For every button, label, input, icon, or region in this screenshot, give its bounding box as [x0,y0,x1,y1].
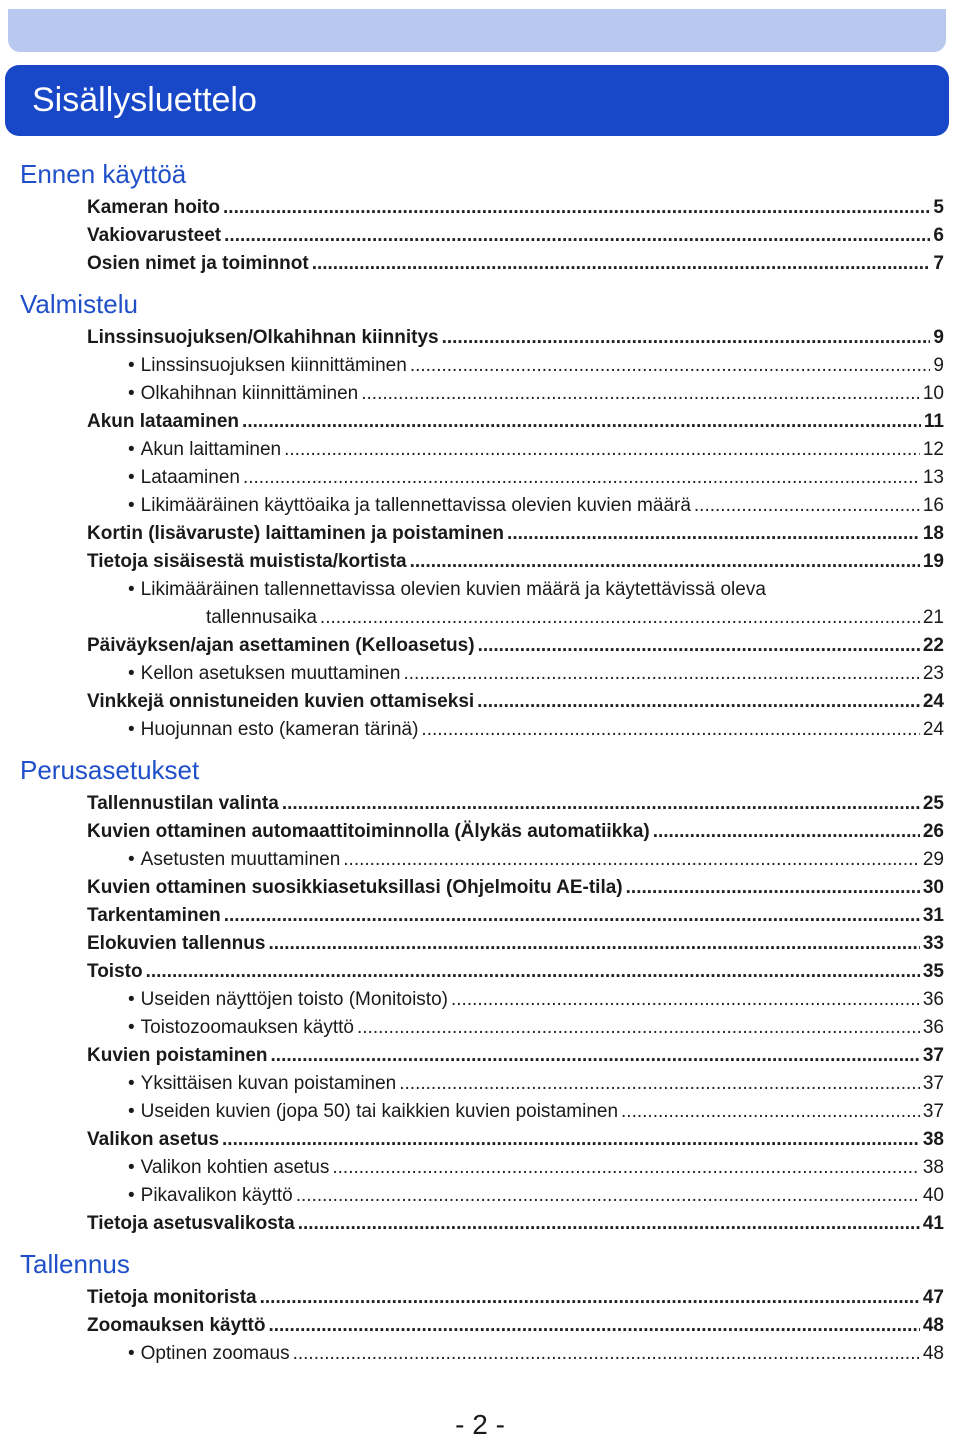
toc-subentry[interactable] [128,716,960,744]
toc-entry-label: Kellon asetuksen muuttaminen [140,663,401,684]
toc-entry-label: Linssinsuojuksen kiinnittäminen [140,355,407,376]
dot-leader [343,846,920,874]
toc-page-number: 26 [922,821,944,842]
toc-page-number: 37 [922,1045,944,1066]
toc-subentry[interactable] [128,986,960,1014]
dot-leader [442,324,931,352]
dot-leader [421,716,919,744]
dot-leader [223,194,930,222]
dot-leader [312,250,931,278]
toc-entry[interactable] [87,1042,960,1070]
toc-page-number: 25 [922,793,944,814]
toc-page-number: 23 [922,663,944,684]
bullet-icon: • [128,849,135,870]
toc-entry-label: Vakiovarusteet [87,225,222,246]
toc-page-number: 38 [922,1129,944,1150]
toc-page-number: 9 [933,327,944,348]
dot-leader [653,818,920,846]
toc-entry-label: Huojunnan esto (kameran tärinä) [140,719,419,740]
dot-leader [332,1154,919,1182]
toc-entry-label: Lataaminen [140,467,240,488]
dot-leader [271,1042,920,1070]
toc-entry[interactable] [87,902,960,930]
toc-entry-label: Useiden näyttöjen toisto (Monitoisto) [140,989,448,1010]
bullet-icon: • [128,663,135,684]
toc-entry-label: Asetusten muuttaminen [140,849,341,870]
toc-entry-label: Optinen zoomaus [140,1343,290,1364]
dot-leader [284,436,920,464]
toc-subentry[interactable] [128,1340,960,1368]
toc-page-number: 9 [933,355,944,376]
section-heading: Perusasetukset [20,755,200,785]
toc-subentry[interactable] [128,380,960,408]
toc-subentry[interactable] [128,1070,960,1098]
toc-entry-label-continued: tallennusaika [206,607,317,628]
page-number: - 2 - [455,1409,505,1440]
bullet-icon: • [128,1017,135,1038]
toc-page-number: 11 [923,411,944,432]
dot-leader [268,1312,919,1340]
dot-leader [242,408,921,436]
bullet-icon: • [128,355,135,376]
toc-entry-label: Kuvien poistaminen [87,1045,268,1066]
toc-entry-label: Akun lataaminen [87,411,240,432]
toc-page-number: 12 [922,439,944,460]
toc-subentry[interactable] [128,846,960,874]
toc-subentry[interactable] [128,1014,960,1042]
dot-leader [477,688,920,716]
toc-page-number: 7 [933,253,944,274]
toc-page-number: 24 [922,691,944,712]
toc-page-number: 13 [922,467,944,488]
dot-leader [410,352,931,380]
bullet-icon: • [128,383,135,404]
toc-page-number: 37 [922,1101,944,1122]
dot-leader [224,222,930,250]
toc-entry-label: Zoomauksen käyttö [87,1315,266,1336]
toc-subentry[interactable] [128,1098,960,1126]
header-band [8,9,946,52]
toc-entry[interactable] [87,1312,960,1340]
toc-subentry[interactable] [128,1154,960,1182]
toc-page-number: 22 [922,635,944,656]
toc-entry-label: Tietoja asetusvalikosta [87,1213,295,1234]
toc-entry[interactable] [87,930,960,958]
toc-entry-label: Valikon asetus [87,1129,220,1150]
bullet-icon: • [128,1157,135,1178]
toc-entry[interactable] [87,194,960,222]
toc-entry-label: Kameran hoito [87,197,221,218]
toc-page-number: 30 [922,877,944,898]
dot-leader [507,520,920,548]
toc-page-number: 31 [922,905,944,926]
dot-leader [410,548,920,576]
toc-page-number: 18 [922,523,944,544]
toc-subentry[interactable] [128,1182,960,1210]
toc-entry[interactable] [87,520,960,548]
toc-entry-label: Pikavalikon käyttö [140,1185,293,1206]
dot-leader [282,790,920,818]
toc-entry[interactable] [87,632,960,660]
toc-entry-label: Osien nimet ja toiminnot [87,253,309,274]
dot-leader [478,632,920,660]
toc-page-number: 38 [922,1157,944,1178]
toc-page-number: 37 [922,1073,944,1094]
toc-entry-label: Tarkentaminen [87,905,221,926]
bullet-icon: • [128,1101,135,1122]
toc-entry-label: Tietoja monitorista [87,1287,257,1308]
toc-entry-label: Yksittäisen kuvan poistaminen [140,1073,397,1094]
toc-entry[interactable] [87,324,960,352]
toc-entry-label: Päiväyksen/ajan asettaminen (Kelloasetus) [87,635,475,656]
toc-entry-label: Olkahihnan kiinnittäminen [140,383,359,404]
dot-leader [146,958,920,986]
toc-entry-label: Kuvien ottaminen automaattitoiminnolla (Älykäs automatiikka) [87,821,650,842]
toc-entry[interactable] [87,688,960,716]
dot-leader [293,1340,920,1368]
dot-leader [268,930,919,958]
toc-subentry[interactable] [128,660,960,688]
toc-page-number: 10 [922,383,944,404]
toc-page-number: 36 [922,1017,944,1038]
toc-entry-label: Toisto [87,961,143,982]
toc-entry-label: Tietoja sisäisestä muistista/kortista [87,551,407,572]
dot-leader [399,1070,920,1098]
toc-entry[interactable] [87,818,960,846]
toc-subentry[interactable] [128,492,960,520]
toc-entry-label: Likimääräinen tallennettavissa olevien kuvien määrä ja käytettävissä oleva [140,579,766,600]
page-title: Sisällysluettelo [32,81,257,119]
dot-leader [361,380,920,408]
toc-page-number: 6 [933,225,944,246]
bullet-icon: • [128,1185,135,1206]
toc-page-number: 40 [922,1185,944,1206]
dot-leader [298,1210,920,1238]
section-heading: Tallennus [20,1249,130,1279]
dot-leader [357,1014,920,1042]
bullet-icon: • [128,1343,135,1364]
toc-entry-label: Tallennustilan valinta [87,793,279,814]
toc-entry[interactable] [87,790,960,818]
dot-leader [621,1098,920,1126]
toc-page-number: 5 [933,197,944,218]
toc-page-number: 41 [922,1213,944,1234]
dot-leader [403,660,919,688]
toc-entry[interactable] [87,1126,960,1154]
toc-entry-label: Likimääräinen käyttöaika ja tallennettavissa olevien kuvien määrä [140,495,691,516]
toc-page-number: 19 [922,551,944,572]
toc-entry-label: Akun laittaminen [140,439,282,460]
toc-entry-label: Kuvien ottaminen suosikkiasetuksillasi (Ohjelmoitu AE-tila) [87,877,623,898]
toc-page-number: 33 [922,933,944,954]
toc-entry-label: Toistozoomauksen käyttö [140,1017,354,1038]
dot-leader [451,986,920,1014]
toc-entry[interactable] [87,222,960,250]
toc-page-number: 24 [922,719,944,740]
bullet-icon: • [128,719,135,740]
toc-subentry[interactable] [128,464,960,492]
dot-leader [320,604,920,632]
toc-subentry[interactable] [128,352,960,380]
toc-entry[interactable] [87,1284,960,1312]
title-bar [5,65,949,136]
toc-page-number: 48 [922,1343,944,1364]
dot-leader [296,1182,920,1210]
dot-leader [260,1284,920,1312]
bullet-icon: • [128,439,135,460]
toc-subentry[interactable] [128,436,960,464]
bullet-icon: • [128,1073,135,1094]
toc-page-number: 16 [922,495,944,516]
dot-leader [222,1126,920,1154]
toc-entry[interactable] [87,408,960,436]
toc-entry-label: Vinkkejä onnistuneiden kuvien ottamiseksi [87,691,475,712]
dot-leader [626,874,920,902]
toc-entry-label: Elokuvien tallennus [87,933,266,954]
toc-entry-label: Useiden kuvien (jopa 50) tai kaikkien kuvien poistaminen [140,1101,619,1122]
toc-page-number: 48 [922,1315,944,1336]
toc-entry-label: Linssinsuojuksen/Olkahihnan kiinnitys [87,327,439,348]
toc-page-number: 21 [922,607,944,628]
dot-leader [694,492,920,520]
bullet-icon: • [128,495,135,516]
section-heading: Ennen käyttöä [20,159,187,189]
toc-page-number: 35 [922,961,944,982]
toc-entry[interactable] [87,1210,960,1238]
toc-entry[interactable] [87,250,960,278]
toc-page-number: 29 [922,849,944,870]
toc-entry-label: Valikon kohtien asetus [140,1157,330,1178]
toc-page-number: 47 [922,1287,944,1308]
toc-entry[interactable] [87,958,960,986]
dot-leader [224,902,920,930]
dot-leader [243,464,920,492]
bullet-icon: • [128,467,135,488]
toc-entry[interactable] [87,548,960,576]
table-of-contents [0,150,960,1368]
toc-entry-label: Kortin (lisävaruste) laittaminen ja poistaminen [87,523,505,544]
toc-page-number: 36 [922,989,944,1010]
section-heading: Valmistelu [20,289,139,319]
bullet-icon: • [128,579,135,600]
toc-subentry[interactable] [128,576,960,632]
toc-entry[interactable] [87,874,960,902]
bullet-icon: • [128,989,135,1010]
